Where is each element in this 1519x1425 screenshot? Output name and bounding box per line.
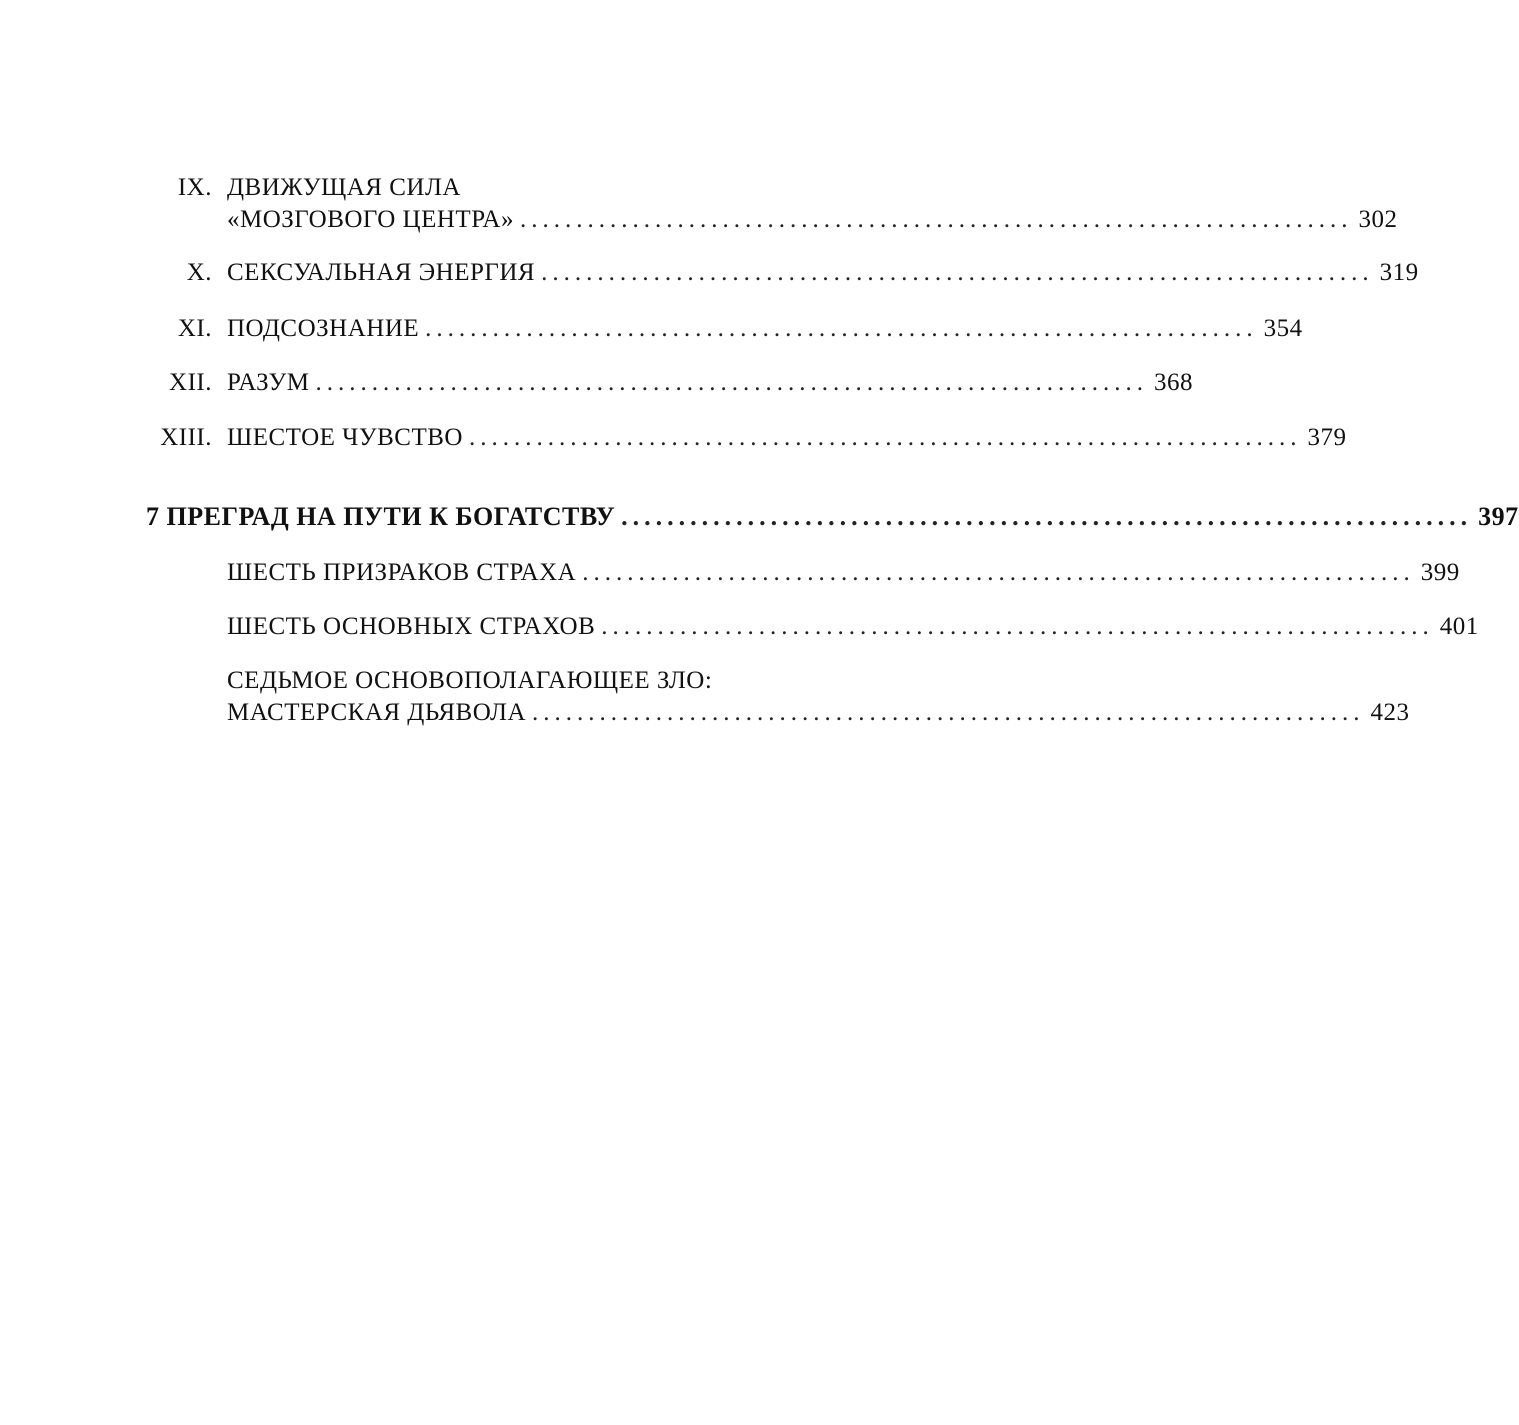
page-number: 302 xyxy=(1358,206,1398,233)
page-number: 368 xyxy=(1153,369,1193,396)
chapter-title: РАЗУМ xyxy=(227,369,310,396)
chapter-number: X. xyxy=(186,259,212,286)
subentry-title: ШЕСТЬ ОСНОВНЫХ СТРАХОВ xyxy=(227,613,596,640)
dot-leader: .......................................................................... xyxy=(532,699,1365,726)
page-number: 354 xyxy=(1263,315,1303,342)
dot-leader: .......................................................................... xyxy=(315,369,1148,396)
toc-subentry xyxy=(0,556,1460,590)
toc-entry-xiii xyxy=(0,421,1347,455)
page-number: 423 xyxy=(1370,699,1410,726)
toc-subentry xyxy=(0,610,1479,644)
chapter-title: ШЕСТОЕ ЧУВСТВО xyxy=(227,424,463,451)
toc-leader xyxy=(227,696,1410,730)
page-number: 397 xyxy=(1478,502,1519,531)
chapter-number: XIII. xyxy=(160,424,212,451)
chapter-number: XI. xyxy=(177,315,212,342)
page-number: 401 xyxy=(1439,613,1479,640)
toc-leader xyxy=(227,256,1419,290)
toc-subentry xyxy=(0,664,900,698)
chapter-title-line2: «МОЗГОВОГО ЦЕНТРА» xyxy=(227,206,514,233)
chapter-title: СЕКСУАЛЬНАЯ ЭНЕРГИЯ xyxy=(227,259,536,286)
chapter-number: XII. xyxy=(169,369,212,396)
toc-leader xyxy=(227,312,1303,346)
toc-leader xyxy=(146,500,1519,534)
page-number: 319 xyxy=(1379,259,1419,286)
chapter-number: IX. xyxy=(177,174,212,201)
dot-leader: .......................................................................... xyxy=(468,424,1302,451)
chapter-title-line1: ДВИЖУЩАЯ СИЛА xyxy=(227,174,461,201)
subentry-title-line2: МАСТЕРСКАЯ ДЬЯВОЛА xyxy=(227,699,527,726)
page-number: 379 xyxy=(1307,424,1347,451)
toc-leader xyxy=(227,556,1460,590)
dot-leader: .......................................................................... xyxy=(601,613,1434,640)
dot-leader: .......................................................................... xyxy=(519,206,1353,233)
subentry-title-line1: СЕДЬМОЕ ОСНОВОПОЛАГАЮЩЕЕ ЗЛО: xyxy=(227,667,713,694)
toc-leader xyxy=(227,366,1193,400)
toc-entry-xii xyxy=(0,366,1193,400)
toc-entry-ix-line2 xyxy=(0,203,1398,237)
toc-entry-xi xyxy=(0,312,1303,346)
toc-entry-x xyxy=(0,256,1419,290)
dot-leader: .......................................................................... xyxy=(425,315,1258,342)
toc-leader xyxy=(227,421,1347,455)
toc-section-heading xyxy=(0,500,1519,534)
section-title: 7 ПРЕГРАД НА ПУТИ К БОГАТСТВУ xyxy=(146,502,616,531)
toc-leader xyxy=(227,203,1398,237)
toc-leader xyxy=(227,610,1479,644)
dot-leader: .......................................................................... xyxy=(621,502,1473,531)
toc-entry-ix xyxy=(0,171,900,205)
page-number: 399 xyxy=(1420,559,1460,586)
dot-leader: .......................................................................... xyxy=(541,259,1374,286)
toc-subentry-line2 xyxy=(0,696,1410,730)
subentry-title: ШЕСТЬ ПРИЗРАКОВ СТРАХА xyxy=(227,559,577,586)
chapter-title: ПОДСОЗНАНИЕ xyxy=(227,315,420,342)
dot-leader: .......................................................................... xyxy=(582,559,1415,586)
